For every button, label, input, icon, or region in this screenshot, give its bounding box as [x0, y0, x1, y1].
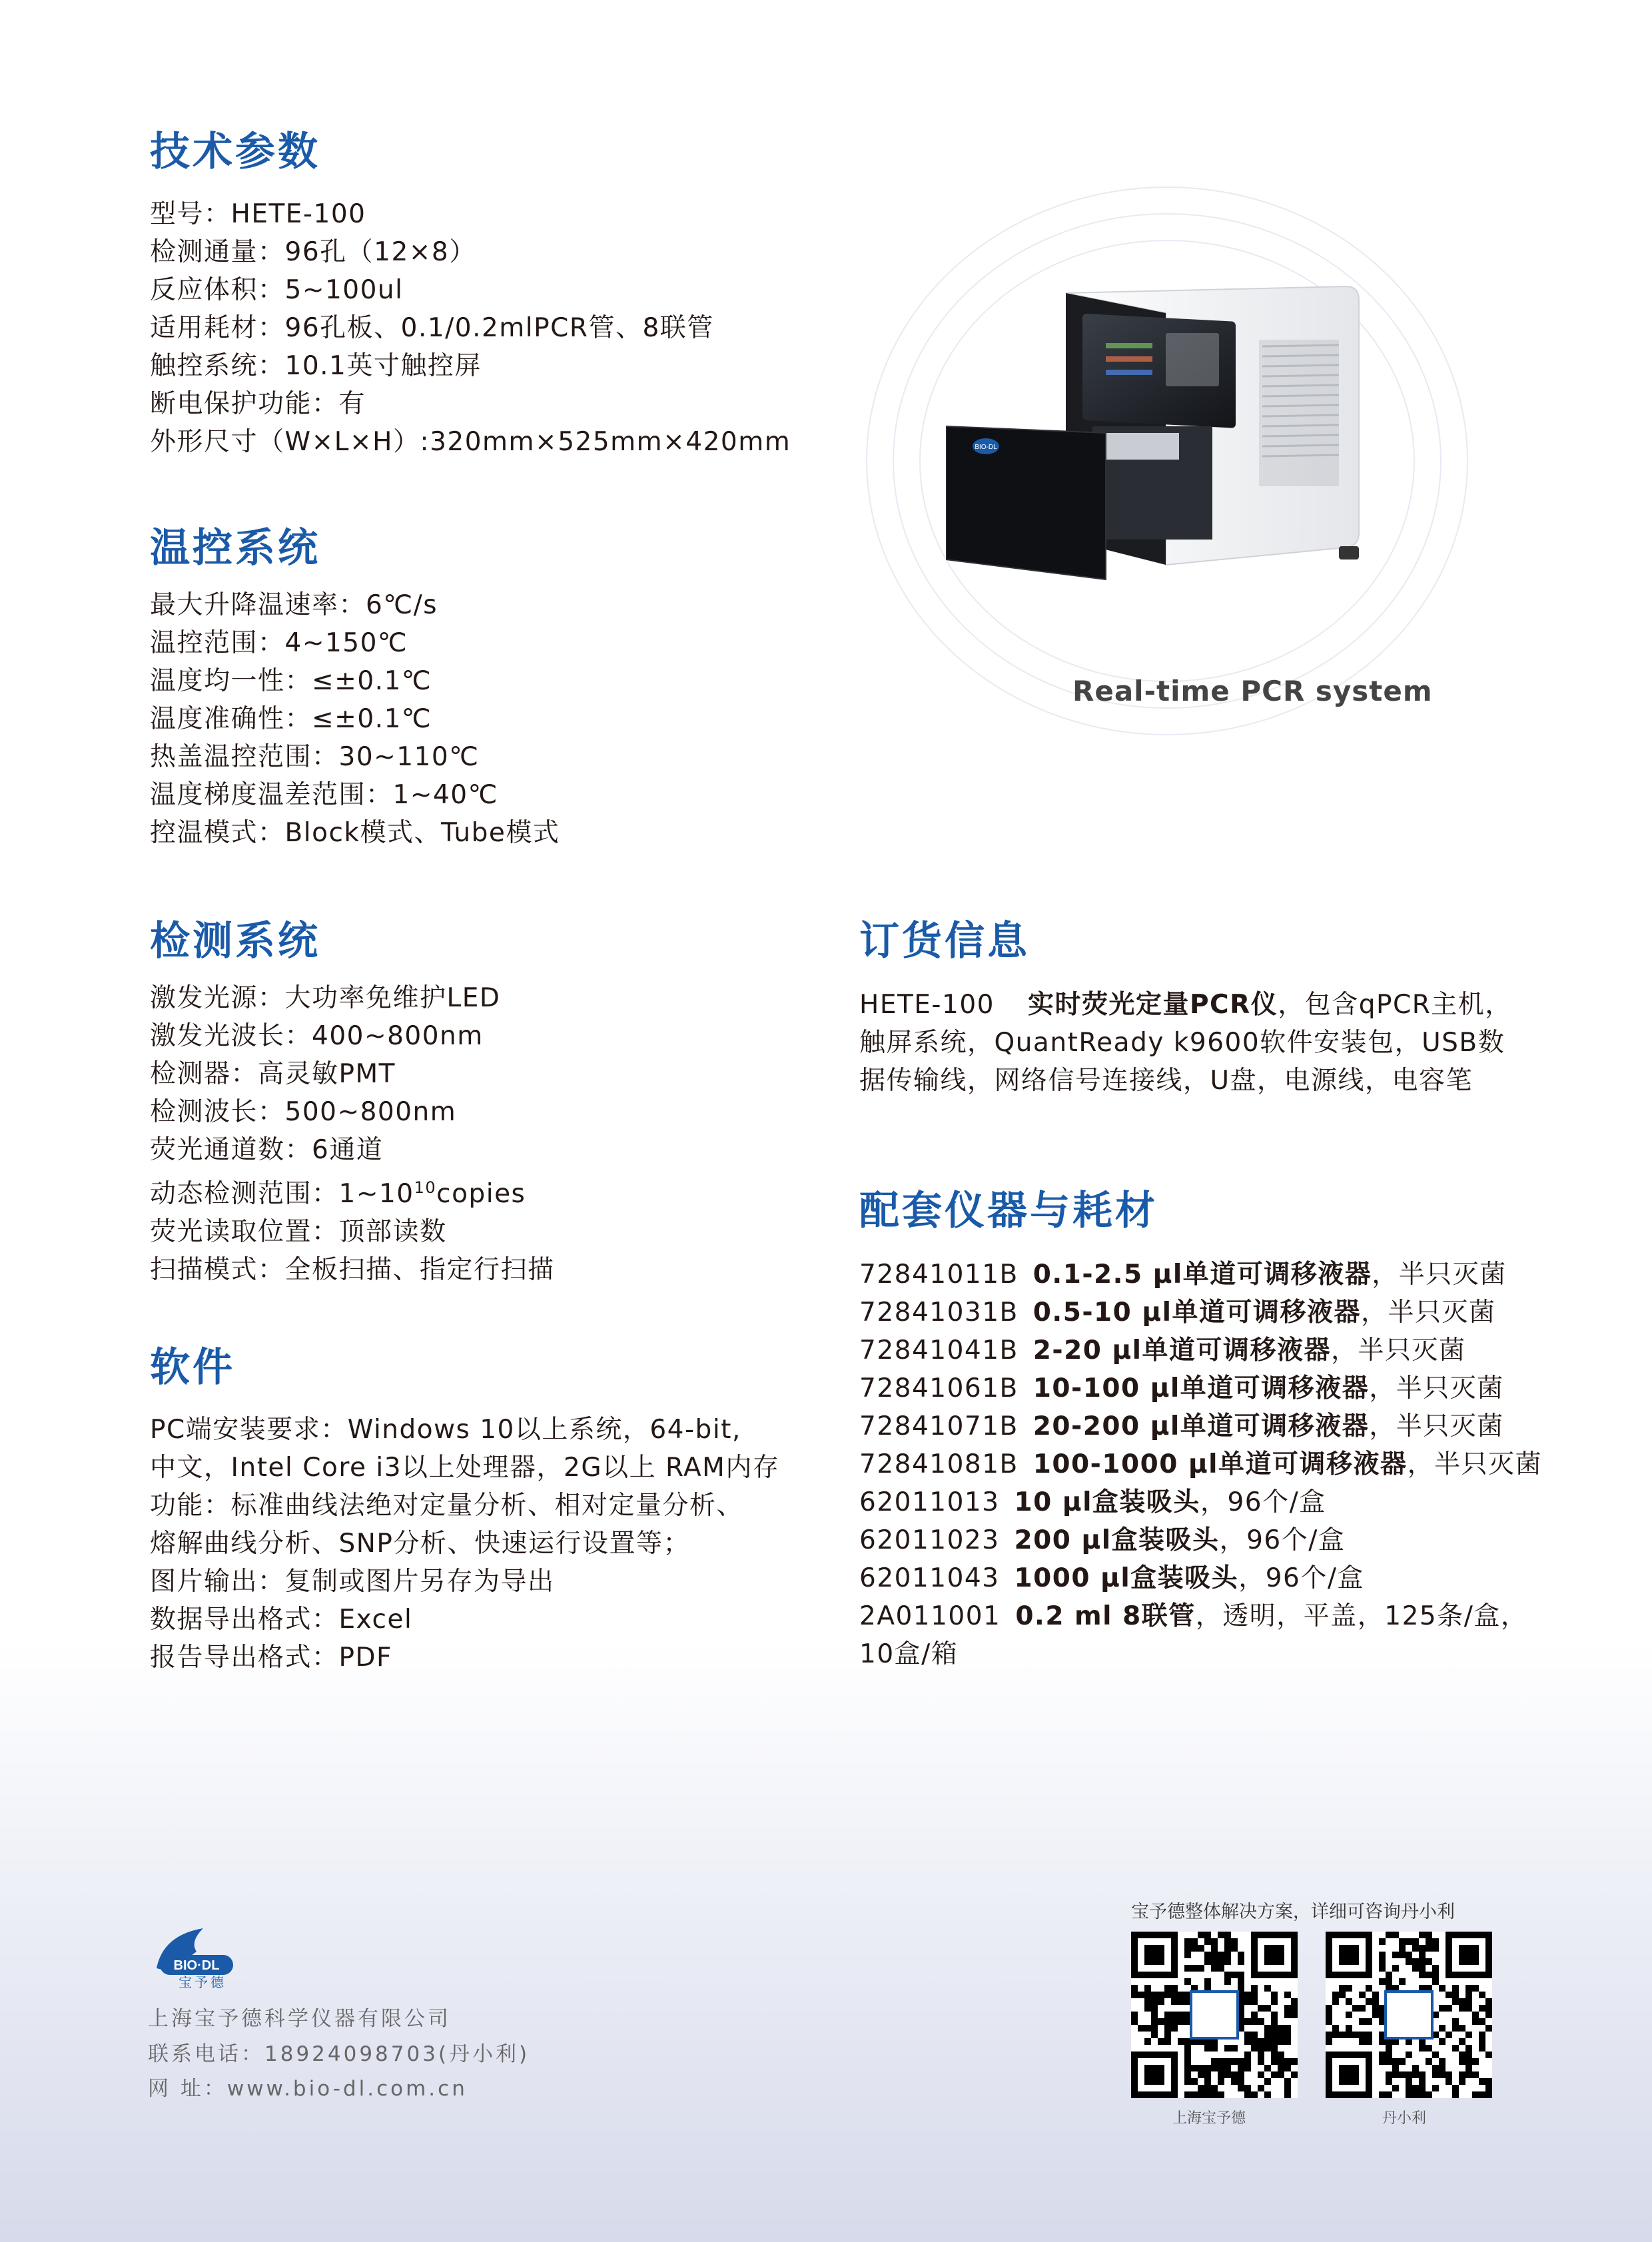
accessory-name: 0.2 ml 8联管 [1015, 1601, 1196, 1631]
accessory-code: 72841081B [859, 1449, 1019, 1479]
spec-line: 检测通量：96孔（12×8） [150, 237, 476, 267]
accessory-name: 100-1000 μl单道可调移液器 [1032, 1449, 1408, 1479]
accessory-item [859, 1369, 1542, 1407]
logo-text: BIO·DL [173, 1958, 220, 1973]
spec-line: 断电保护功能：有 [150, 389, 366, 419]
accessory-name: 1000 μl盒装吸头 [1014, 1563, 1239, 1593]
temp-line: 温控范围：4~150℃ [150, 628, 408, 658]
order-line: 据传输线，网络信号连接线，U盘，电源线，电容笔 [859, 1066, 1473, 1096]
accessory-code: 72841031B [859, 1298, 1019, 1327]
accessories-list [859, 1256, 1542, 1673]
detect-line: 荧光读取位置：顶部读数 [150, 1217, 447, 1247]
specs-heading: 技术参数 [150, 129, 320, 175]
accessory-name: 200 μl盒装吸头 [1014, 1525, 1220, 1555]
qr-left-label: 上海宝予德 [1172, 2110, 1246, 2127]
accessory-name: 0.1-2.5 μl单道可调移液器 [1032, 1260, 1372, 1290]
accessories-heading: 配套仪器与耗材 [859, 1188, 1158, 1234]
temp-list [150, 586, 560, 852]
software-line: 熔解曲线分析、SNP分析、快速运行设置等； [150, 1529, 690, 1559]
spec-line: 外形尺寸（W×L×H）:320mm×525mm×420mm [150, 427, 791, 457]
detect-line: 扫描模式：全板扫描、指定行扫描 [150, 1255, 555, 1285]
accessory-item [859, 1256, 1542, 1294]
pcr-instrument-image [946, 246, 1399, 653]
accessory-name: 20-200 μl单道可调移液器 [1032, 1411, 1370, 1441]
accessory-note: ，96个/盒 [1219, 1525, 1346, 1555]
accessory-note: ，96个/盒 [1200, 1487, 1326, 1517]
qr-code-contact[interactable] [1326, 1932, 1492, 2098]
order-heading: 订货信息 [859, 918, 1030, 964]
order-line [859, 986, 1512, 1024]
accessory-item [859, 1331, 1542, 1369]
qr-title: 宝予德整体解决方案，详细可咨询丹小利 [1131, 1902, 1455, 1922]
accessory-last-line: 10盒/箱 [859, 1639, 959, 1669]
qr-right-label: 丹小利 [1382, 2110, 1427, 2127]
software-line: 图片输出：复制或图片另存为导出 [150, 1567, 555, 1597]
accessory-code: 72841041B [859, 1335, 1019, 1365]
detect-range-exponent: 10 [414, 1178, 437, 1197]
brand-cn: 宝予德 [179, 1974, 226, 1990]
accessory-item [859, 1483, 1542, 1521]
accessory-code: 62011043 [859, 1563, 1000, 1593]
accessory-note: ，透明，平盖，125条/盒， [1195, 1601, 1528, 1631]
accessory-note: ，半只灭菌 [1407, 1449, 1543, 1479]
software-line: 功能：标准曲线法绝对定量分析、相对定量分析、 [150, 1491, 744, 1521]
accessory-item [859, 1597, 1542, 1635]
order-line1-rest: ，包含qPCR主机， [1278, 990, 1512, 1020]
spec-line: 适用耗材：96孔板、0.1/0.2mlPCR管、8联管 [150, 313, 714, 343]
software-line: 报告导出格式：PDF [150, 1643, 392, 1673]
detect-line: 检测波长：500~800nm [150, 1097, 457, 1127]
temp-line: 温度梯度温差范围：1~40℃ [150, 780, 498, 810]
order-line: 触屏系统，QuantReady k9600软件安装包，USB数 [859, 1028, 1505, 1058]
accessory-note: ，半只灭菌 [1372, 1260, 1507, 1290]
accessory-name: 10-100 μl单道可调移液器 [1032, 1373, 1370, 1403]
detect-line: 激发光波长：400~800nm [150, 1021, 484, 1051]
website: 网 址：www.bio-dl.com.cn [148, 2077, 468, 2101]
detect-range-prefix: 动态检测范围：1~10 [150, 1179, 414, 1209]
spec-line: 触控系统：10.1英寸触控屏 [150, 351, 482, 381]
detect-line: 检测器：高灵敏PMT [150, 1059, 396, 1089]
specs-list [150, 195, 791, 461]
accessory-name: 2-20 μl单道可调移液器 [1032, 1335, 1332, 1365]
temp-line: 控温模式：Block模式、Tube模式 [150, 818, 560, 848]
accessory-item [859, 1521, 1542, 1559]
accessory-code: 62011023 [859, 1525, 1000, 1555]
detect-list [150, 979, 555, 1289]
detect-line: 激发光源：大功率免维护LED [150, 983, 501, 1013]
temp-line: 温度准确性：≤±0.1℃ [150, 704, 432, 734]
accessory-code: 62011013 [859, 1487, 1000, 1517]
accessory-item [859, 1407, 1542, 1445]
detect-heading: 检测系统 [150, 918, 320, 964]
accessory-code: 72841061B [859, 1373, 1019, 1403]
qr-code-company[interactable] [1131, 1932, 1298, 2098]
accessory-item [859, 1559, 1542, 1597]
contact-phone: 联系电话：18924098703(丹小利) [148, 2042, 530, 2066]
detect-range-line [150, 1169, 555, 1213]
accessory-note: ，半只灭菌 [1331, 1335, 1466, 1365]
temp-line: 温度均一性：≤±0.1℃ [150, 666, 432, 696]
accessory-item [859, 1445, 1542, 1483]
detect-line: 荧光通道数：6通道 [150, 1135, 384, 1165]
software-line: PC端安装要求：Windows 10以上系统，64-bit, [150, 1415, 741, 1445]
accessory-code: 2A011001 [859, 1601, 1001, 1631]
temp-heading: 温控系统 [150, 525, 320, 571]
accessory-note: ，半只灭菌 [1369, 1373, 1504, 1403]
software-line: 中文，Intel Core i3以上处理器，2G以上 RAM内存 [150, 1453, 780, 1483]
accessory-note: ，半只灭菌 [1360, 1298, 1496, 1327]
temp-line: 最大升降温速率：6℃/s [150, 590, 438, 620]
order-product-name: 实时荧光定量PCR仪 [1027, 990, 1278, 1020]
accessory-name: 0.5-10 μl单道可调移液器 [1032, 1298, 1361, 1327]
door-logo-text: BIO-DL [975, 444, 997, 451]
accessory-name: 10 μl盒装吸头 [1014, 1487, 1200, 1517]
software-list [150, 1411, 779, 1677]
detect-range-suffix: copies [436, 1179, 526, 1209]
software-line: 数据导出格式：Excel [150, 1605, 413, 1635]
spec-line: 反应体积：5~100ul [150, 275, 404, 305]
accessory-code: 72841011B [859, 1260, 1019, 1290]
accessory-item [859, 1294, 1542, 1331]
accessory-code: 72841071B [859, 1411, 1019, 1441]
order-code: HETE-100 [859, 990, 995, 1020]
company-name: 上海宝予德科学仪器有限公司 [148, 2007, 451, 2031]
spec-line: 型号：HETE-100 [150, 199, 366, 229]
accessory-note: ，半只灭菌 [1369, 1411, 1504, 1441]
software-heading: 软件 [150, 1344, 235, 1391]
product-caption: Real-time PCR system [1072, 675, 1433, 707]
order-info [859, 986, 1512, 1100]
accessory-note: ，96个/盒 [1238, 1563, 1364, 1593]
temp-line: 热盖温控范围：30~110℃ [150, 742, 480, 772]
